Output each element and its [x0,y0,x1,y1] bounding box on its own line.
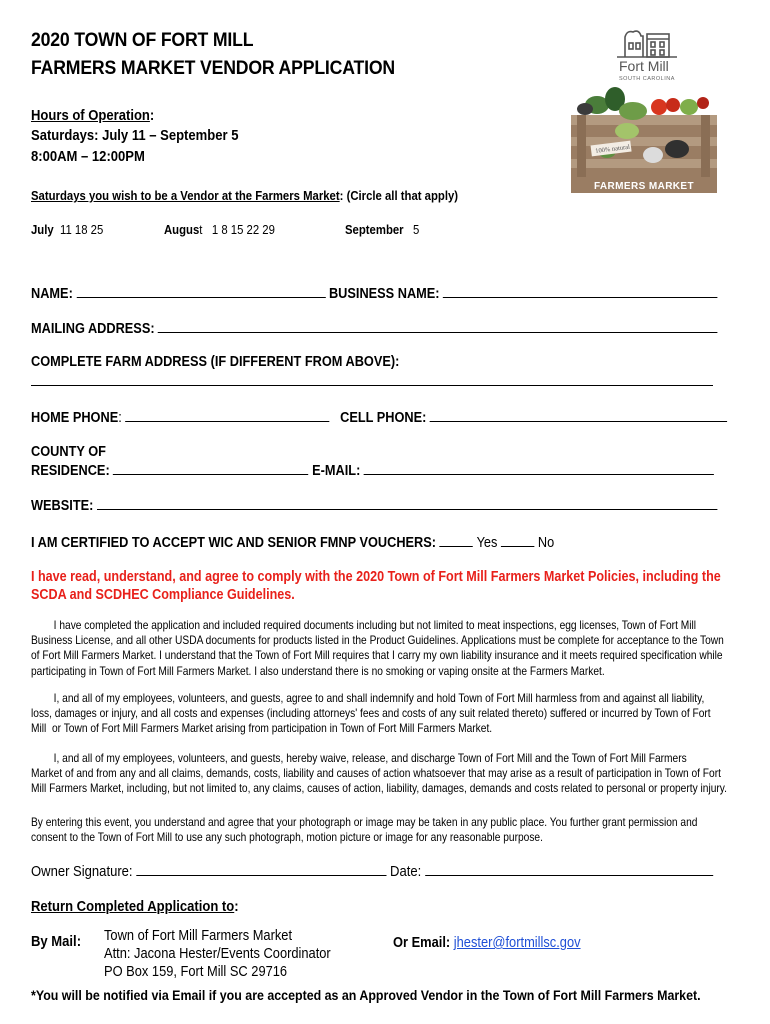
september-dates[interactable]: 5 [413,223,420,237]
mail-line1: Town of Fort Mill Farmers Market [104,928,293,944]
logo-banner: FARMERS MARKET [593,181,695,192]
return-heading [31,899,239,915]
home-phone-colon: : [118,410,122,426]
fort-mill-farmers-market-logo [567,27,719,195]
farm-address-label: COMPLETE FARM ADDRESS (IF DIFFERENT FROM ABOVE): [31,354,400,370]
cell-phone-label: CELL PHONE: [340,410,427,426]
by-mail-label: By Mail: [31,934,82,950]
email-return-link[interactable]: jhester@fortmillsc.gov [453,935,581,951]
august-label-end: t [199,223,203,237]
paragraph-line: Market of and from any and all claims, demands, costs, liability and causes of action whatsoever that may arise as a result of participation in Town of Fort [31,767,721,781]
hours-days: Saturdays: July 11 – September 5 [31,128,239,144]
farm-address-field[interactable] [31,385,713,386]
website-row [31,497,717,514]
wic-no-label: No [537,535,555,551]
home-phone-label-text: HOME PHONE [31,410,119,426]
email-return-label: Or Email: [393,935,451,951]
footer-note: *You will be notified via Email if you are accepted as an Approved Vendor in the Town of Fort Mill Farmers Market. [31,988,701,1004]
logo-state: SOUTH CAROLINA [619,76,675,82]
paragraph-line: of Fort Mill Farmers Market. I understand that the Town of Fort Mill requires that I carry my own liability insurance and it meets required specification while [31,649,723,663]
september-label: September [345,223,404,237]
paragraph-line: loss, damages or injury, and all costs and expenses (including attorneys' fees and costs of any suit related thereto) suffered or incurred by Town of Fort [31,707,711,721]
mailing-address-label: MAILING ADDRESS: [31,321,155,337]
county-field[interactable] [113,462,308,475]
owner-signature-label: Owner Signature: [31,864,133,880]
wic-row [31,534,554,551]
july-dates[interactable]: 11 18 25 [59,223,104,237]
paragraph-line: Mill Farmers Market, including, but not limited to, any claims, causes of action, liability, damages, demands and costs related to personal or property injury. [31,782,727,796]
saturdays-prompt-rest: : (Circle all that apply) [339,189,459,203]
return-heading-colon: : [234,899,239,915]
mailing-address-field[interactable] [158,320,718,333]
agreement-statement-line2: SCDA and SCDHEC Compliance Guidelines. [31,587,295,603]
email-field[interactable] [364,462,714,475]
date-field[interactable] [425,863,713,876]
logo-town-name: Fort Mill [619,58,669,74]
signature-row [31,863,713,880]
business-name-label: BUSINESS NAME: [328,286,440,302]
saturdays-prompt-underlined: Saturdays you wish to be a Vendor at the Farmers Market [31,189,340,203]
return-heading-text: Return Completed Application to [31,899,235,915]
mail-line2: Attn: Jacona Hester/Events Coordinator [104,946,331,962]
wic-yes-label: Yes [476,535,498,551]
july-label: July [31,223,54,237]
home-phone-field[interactable] [125,409,329,422]
paragraph-line: Business License, and all other USDA documents for products listed in the Product Guidelines. Applications must be complete for acceptance to the Town [31,634,724,648]
name-field[interactable] [76,285,325,298]
paragraph-line: I, and all of my employees, volunteers, and guests, agree to and shall indemnify and hold Town of Fort Mill harmless from and against all liability, [31,692,705,705]
saturdays-prompt [31,189,458,203]
wic-yes-field[interactable] [440,534,473,547]
website-field[interactable] [97,497,717,510]
august-label: Augus [164,223,200,237]
phone-row [31,409,727,426]
website-label: WEBSITE: [31,498,94,514]
paragraph-photo-consent [31,815,735,845]
wic-no-field[interactable] [501,534,534,547]
hours-heading [31,108,154,124]
paragraph-waiver [31,751,735,797]
paragraph-line: Mill or Town of Fort Mill Farmers Market arising from participation in Town of Fort Mill Farmers Market. [31,722,493,736]
owner-signature-field[interactable] [136,863,386,876]
home-phone-label [31,410,122,426]
july-options [31,223,103,237]
email-return [393,935,581,951]
mail-line3: PO Box 159, Fort Mill SC 29716 [104,964,288,980]
august-dates[interactable]: 1 8 15 22 29 [211,223,275,237]
name-row [31,285,717,302]
hours-label: Hours of Operation [31,108,150,124]
august-options [164,223,275,237]
email-label: E-MAIL: [312,463,361,479]
mailing-address-row [31,320,718,337]
paragraph-indemnify [31,691,735,737]
september-options [345,223,419,237]
paragraph-line: I, and all of my employees, volunteers, and guests, hereby waive, release, and discharge Town of Fort Mill and the Town of Fort Mill Farmers [31,752,687,765]
page-title-line2: FARMERS MARKET VENDOR APPLICATION [31,58,395,79]
hours-colon: : [149,108,155,124]
paragraph-line: By entering this event, you understand and agree that your photograph or image may be taken in any public place. You further grant permission and [31,816,698,829]
cell-phone-field[interactable] [430,409,727,422]
paragraph-line: participating in Town of Fort Mill Farmers Market. I also understand there is no smoking or vaping onsite at the Farmers Market. [31,664,605,678]
county-email-row [31,462,714,479]
page-title-line1: 2020 TOWN OF FORT MILL [31,30,254,51]
paragraph-documents [31,618,735,679]
business-name-field[interactable] [443,285,718,298]
paragraph-line: I have completed the application and included required documents including but not limited to meat inspections, egg licenses, Town of Fort Mill [31,619,697,632]
name-label: NAME: [31,286,73,302]
county-label-line2: RESIDENCE: [31,463,110,479]
county-label-line1: COUNTY OF [31,444,106,460]
logo-badge: 100% natural [594,143,631,155]
agreement-statement-line1: I have read, understand, and agree to comply with the 2020 Town of Fort Mill Farmers Market Policies, including the [31,569,721,585]
paragraph-line: consent to the Town of Fort Mill to use any such photograph, motion picture or image for any reasonable purpose. [31,831,543,845]
date-label: Date: [390,864,422,880]
wic-label: I AM CERTIFIED TO ACCEPT WIC AND SENIOR FMNP VOUCHERS: [31,535,437,551]
hours-time: 8:00AM – 12:00PM [31,149,145,165]
